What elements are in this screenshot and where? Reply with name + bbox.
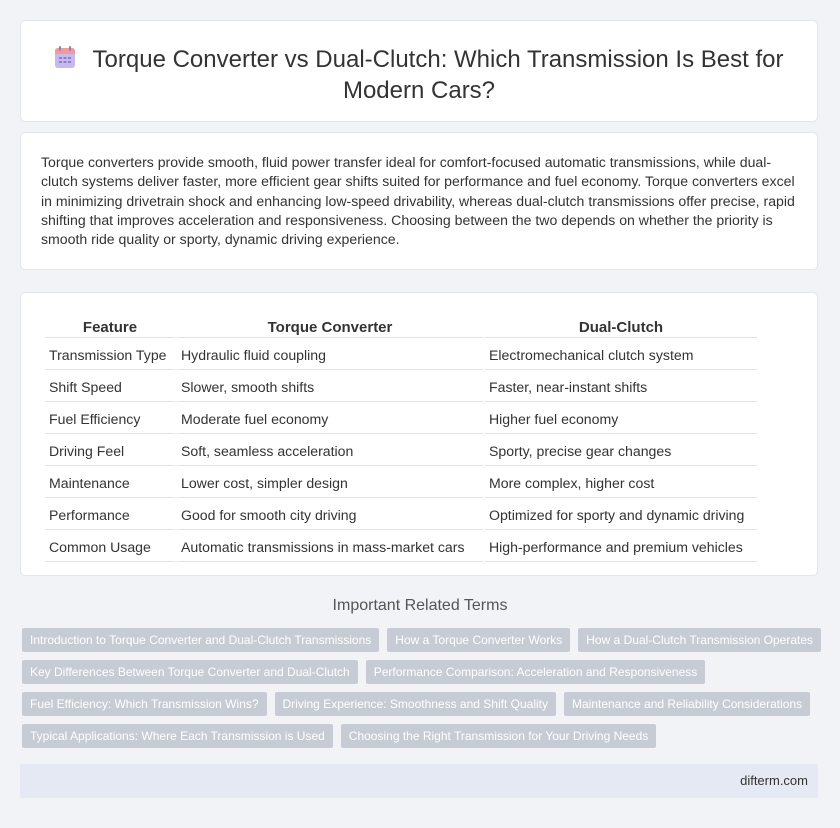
table-cell: Soft, seamless acceleration <box>177 436 483 466</box>
title-card <box>20 20 818 122</box>
column-header-dual-clutch: Dual-Clutch <box>485 317 757 338</box>
related-term-tag[interactable]: Maintenance and Reliability Considerations <box>564 692 810 716</box>
table-row <box>45 436 757 466</box>
related-term-tag[interactable]: Fuel Efficiency: Which Transmission Wins? <box>22 692 267 716</box>
related-term-tag[interactable]: Driving Experience: Smoothness and Shift Quality <box>275 692 556 716</box>
related-term-tag[interactable]: Performance Comparison: Acceleration and Responsiveness <box>366 660 706 684</box>
table-cell: More complex, higher cost <box>485 468 757 498</box>
footer-site-link[interactable]: difterm.com <box>740 773 808 788</box>
table-cell: Transmission Type <box>45 340 175 370</box>
footer <box>20 764 818 798</box>
related-term-tag[interactable]: How a Dual-Clutch Transmission Operates <box>578 628 821 652</box>
table-cell: Lower cost, simpler design <box>177 468 483 498</box>
related-terms-list <box>22 628 822 756</box>
table-header-row <box>45 317 757 338</box>
table-row <box>45 404 757 434</box>
table-cell: Optimized for sporty and dynamic driving <box>485 500 757 530</box>
column-header-feature: Feature <box>45 317 175 338</box>
table-cell: Slower, smooth shifts <box>177 372 483 402</box>
table-cell: Maintenance <box>45 468 175 498</box>
table-row <box>45 340 757 370</box>
table-row <box>45 468 757 498</box>
table-cell: Faster, near-instant shifts <box>485 372 757 402</box>
comparison-table-card <box>20 292 818 576</box>
table-cell: Fuel Efficiency <box>45 404 175 434</box>
table-cell: Higher fuel economy <box>485 404 757 434</box>
column-header-torque-converter: Torque Converter <box>177 317 483 338</box>
related-term-tag[interactable]: Choosing the Right Transmission for Your Driving Needs <box>341 724 656 748</box>
tag-row <box>22 660 822 684</box>
calendar-grid-icon <box>55 46 75 68</box>
intro-card <box>20 132 818 270</box>
table-cell: Sporty, precise gear changes <box>485 436 757 466</box>
comparison-table <box>43 315 759 564</box>
page-title <box>51 44 787 106</box>
intro-paragraph: Torque converters provide smooth, fluid power transfer ideal for comfort-focused automatic transmissions, while dual-clutch systems deliver faster, more efficient gear shifts suited for performance and fuel economy. Torque converters excel in minimizing drivetrain shock and enhancing low-speed drivability, whereas dual-clutch transmissions offer precise, rapid shifting that improves acceleration and responsiveness. Choosing between the two depends on whether the priority is smooth ride quality or sporty, dynamic driving experience. <box>41 154 795 248</box>
tag-row <box>22 628 822 652</box>
related-term-tag[interactable]: Key Differences Between Torque Converter and Dual-Clutch <box>22 660 358 684</box>
related-term-tag[interactable]: How a Torque Converter Works <box>387 628 570 652</box>
table-cell: Driving Feel <box>45 436 175 466</box>
table-cell: Electromechanical clutch system <box>485 340 757 370</box>
related-terms-heading: Important Related Terms <box>332 597 508 614</box>
tag-row <box>22 724 822 748</box>
table-cell: Good for smooth city driving <box>177 500 483 530</box>
table-cell: Shift Speed <box>45 372 175 402</box>
table-row <box>45 532 757 562</box>
table-cell: Performance <box>45 500 175 530</box>
related-term-tag[interactable]: Introduction to Torque Converter and Dual-Clutch Transmissions <box>22 628 379 652</box>
table-cell: High-performance and premium vehicles <box>485 532 757 562</box>
table-row <box>45 500 757 530</box>
tag-row <box>22 692 822 716</box>
related-term-tag[interactable]: Typical Applications: Where Each Transmission is Used <box>22 724 333 748</box>
table-cell: Common Usage <box>45 532 175 562</box>
table-row <box>45 372 757 402</box>
table-cell: Hydraulic fluid coupling <box>177 340 483 370</box>
table-cell: Automatic transmissions in mass-market cars <box>177 532 483 562</box>
page-title-text: Torque Converter vs Dual-Clutch: Which Transmission Is Best for Modern Cars? <box>92 46 784 104</box>
table-cell: Moderate fuel economy <box>177 404 483 434</box>
